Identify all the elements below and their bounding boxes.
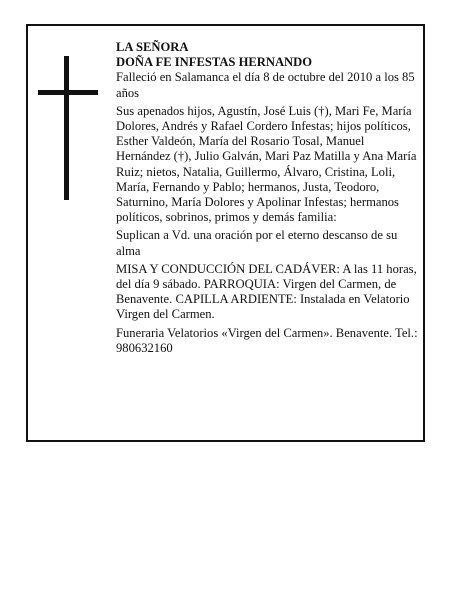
obituary-notice [26,24,425,442]
family-list: Sus apenados hijos, Agustín, José Luis (†), Mari Fe, María Dolores, Andrés y Rafael Cordero Infestas; hijos políticos, Esther Valdeón, María del Rosario Tosal, Manuel Hernández (†), Julio Galván, Mari Paz Matilla y Ana María Ruiz; nietos, Natalia, Guillermo, Álvaro, Cristina, Loli, María, Fernando y Pablo; hermanos, Justa, Teodoro, Saturnino, María Dolores y Apolinar Infestas; hermanos políticos, sobrinos, primos y demás familia: [116,103,417,225]
deceased-name: DOÑA FE INFESTAS HERNANDO [116,55,313,70]
prayer-request: Suplican a Vd. una oración por el eterno descanso de su alma [116,228,398,258]
cross-icon [38,56,98,200]
death-announcement: Falleció en Salamanca el día 8 de octubre del 2010 a los 85 años [116,70,415,100]
obituary-text [116,40,420,359]
title-line-1: LA SEÑORA [116,40,189,54]
funeral-home-contact: Funeraria Velatorios «Virgen del Carmen». Benavente. Tel.: 980632160 [116,325,418,355]
cross-vertical-bar [64,56,69,200]
cross-horizontal-bar [38,90,98,95]
mass-details: MISA Y CONDUCCIÓN DEL CADÁVER: A las 11 horas, del día 9 sábado. PARROQUIA: Virgen del Carmen, de Benavente. CAPILLA ARDIENTE: Instalada en Velatorio Virgen del Carmen. [116,261,417,322]
